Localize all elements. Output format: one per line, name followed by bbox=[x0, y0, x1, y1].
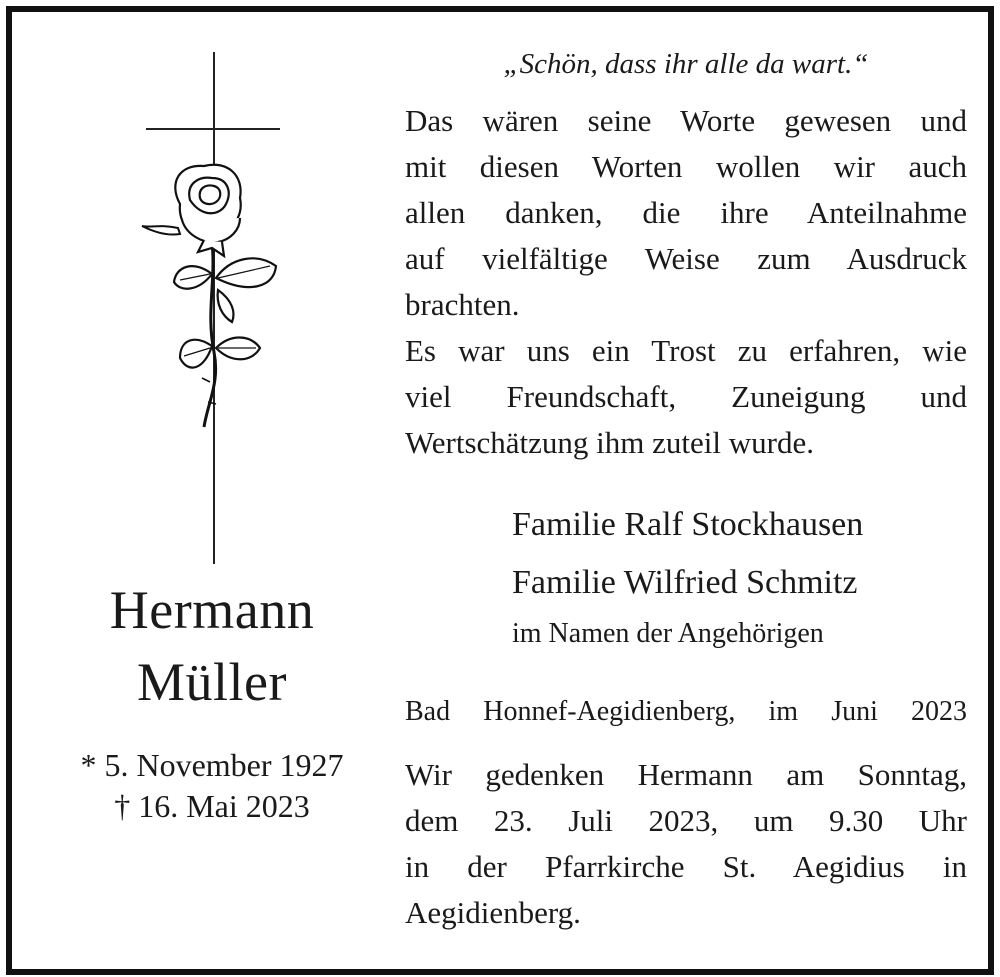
thanks-line: brachten. bbox=[405, 287, 520, 322]
quote: „Schön, dass ihr alle da wart.“ bbox=[503, 48, 869, 80]
thanks-line: Wertschätzung ihm zuteil wurde. bbox=[405, 425, 814, 460]
last-name: Müller bbox=[137, 652, 287, 712]
memorial-line: Aegidienberg. bbox=[405, 895, 581, 930]
obituary-notice bbox=[6, 6, 994, 975]
thanks-line: auf vielfältige Weise zum Ausdruck bbox=[405, 241, 967, 276]
on-behalf-line: im Namen der Angehörigen bbox=[512, 618, 824, 649]
thanks-line: Das wären seine Worte gewesen und bbox=[405, 103, 967, 138]
thanks-column bbox=[405, 12, 967, 972]
first-name: Hermann bbox=[109, 580, 315, 640]
death-date: † 16. Mai 2023 bbox=[114, 788, 310, 824]
memorial-line: Wir gedenken Hermann am Sonntag, bbox=[405, 757, 967, 792]
thanks-line: Es war uns ein Trost zu erfahren, wie bbox=[405, 333, 967, 368]
thanks-line: mit diesen Worten wollen wir auch bbox=[405, 149, 967, 184]
thanks-line: allen danken, die ihre Anteilnahme bbox=[405, 195, 967, 230]
family-name-1: Familie Ralf Stockhausen bbox=[512, 506, 864, 543]
family-name-2: Familie Wilfried Schmitz bbox=[512, 564, 858, 601]
place-date: Bad Honnef-Aegidienberg, im Juni 2023 bbox=[405, 696, 967, 727]
thanks-line: viel Freundschaft, Zuneigung und bbox=[405, 379, 967, 414]
birth-date: * 5. November 1927 bbox=[80, 747, 344, 783]
deceased-name-block bbox=[52, 12, 372, 972]
memorial-line: in der Pfarrkirche St. Aegidius in bbox=[405, 849, 967, 884]
memorial-line: dem 23. Juli 2023, um 9.30 Uhr bbox=[405, 803, 967, 838]
